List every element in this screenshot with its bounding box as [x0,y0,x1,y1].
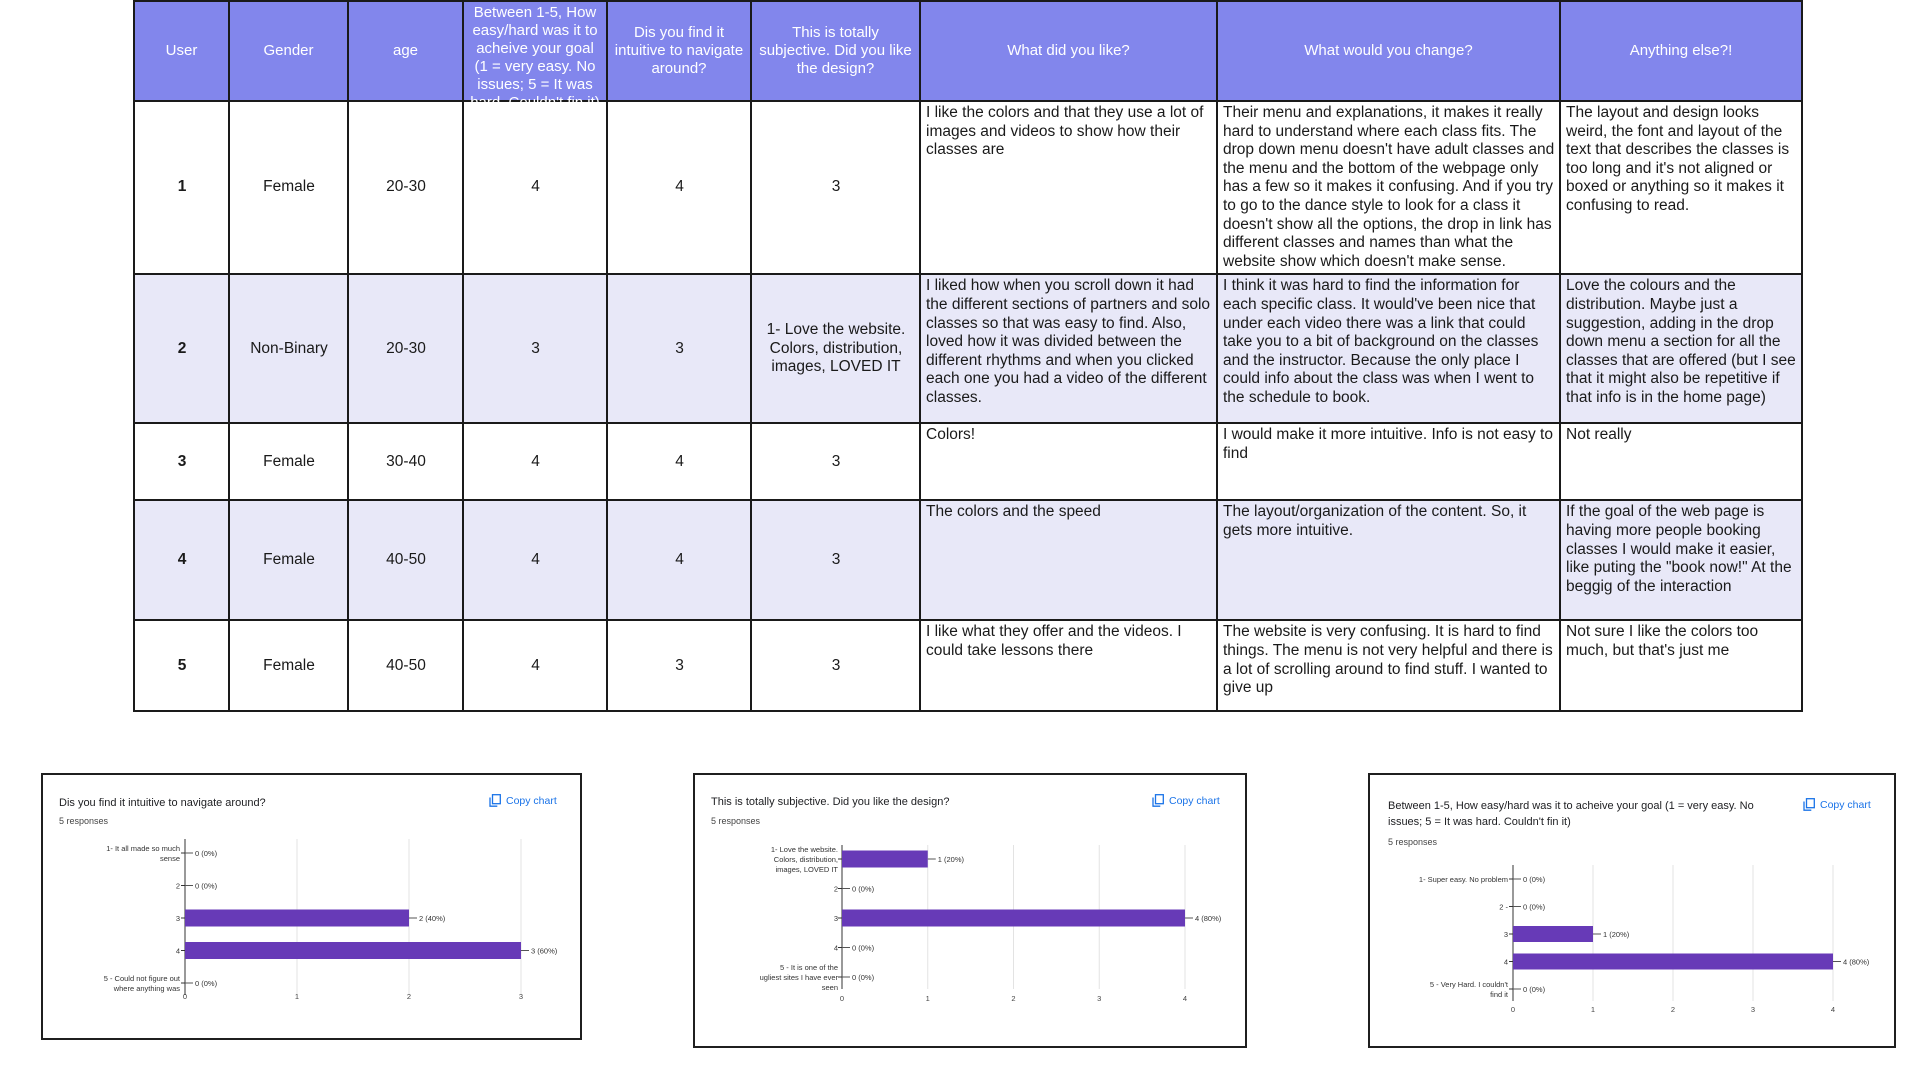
category-label: ugliest sites I have ever [759,973,838,982]
category-label: images, LOVED IT [775,865,838,874]
cell-change: Their menu and explanations, it makes it really hard to understand where each class fits. The drop down menu doesn't have adult classes and the menu and the bottom of the webpage only has a few so it makes it confusing. And if you try to go to the dance style to look for a class it doesn't show all the options, the drop in link has different classes and names than what the website show which doesn't make sense. [1217,101,1560,274]
table-row [134,423,1802,500]
cell-goal: 4 [463,423,607,500]
x-tick-label: 3 [1750,1005,1756,1014]
bar [1513,926,1593,942]
cell-liked: I liked how when you scroll down it had the different sections of partners and solo classes so that was easy to find. Also, loved how it was divided between the different rhythms and when you clicked each one you had a video of the different classes. [920,274,1217,423]
table-row [134,101,1802,274]
x-tick-label: 4 [1830,1005,1836,1014]
cell-goal: 4 [463,101,607,274]
chart-responses: 5 responses [1388,837,1438,847]
data-label: 0 (0%) [195,979,218,988]
header-intuitive: Dis you find it intuitive to navigate around? [607,1,751,101]
bar-chart-design [695,775,1249,1050]
category-label: 4 [833,943,838,953]
cell-change: I think it was hard to find the information for each specific class. It would've been nice that under each video there was a link that could take you to a bit of background on the classes and the instructor. Because the only place I could info about the class was when I went to the schedule to book. [1217,274,1560,423]
table-row [134,274,1802,423]
category-label: 1- Super easy. No problem [1418,875,1508,884]
cell-design: 3 [751,620,920,711]
cell-anything-else: Not really [1560,423,1802,500]
table-row [134,500,1802,620]
x-tick-label: 0 [182,992,188,1001]
cell-gender: Female [229,101,348,274]
cell-design: 3 [751,423,920,500]
data-label: 0 (0%) [1523,902,1546,912]
cell-intuitive: 3 [607,620,751,711]
data-label: 4 (80%) [1843,957,1870,967]
category-label: 1- Love the website. [770,845,838,854]
cell-change: The layout/organization of the content. So, it gets more intuitive. [1217,500,1560,620]
chart-title: Between 1-5, How easy/hard was it to acheive your goal (1 = very easy. No issues; 5 = It was hard. Couldn't fin it) [1388,800,1754,828]
header-liked: What did you like? [920,1,1217,101]
cell-goal: 4 [463,620,607,711]
header-design: This is totally subjective. Did you like the design? [751,1,920,101]
data-label: 0 (0%) [195,881,218,891]
bar-chart-intuitive [43,775,584,1042]
x-tick-label: 1 [1590,1005,1596,1014]
category-label: 5 - It is one of the [780,963,838,972]
cell-gender: Non-Binary [229,274,348,423]
data-label: 0 (0%) [1523,985,1546,994]
category-label: 3 [175,914,180,923]
cell-anything-else: Not sure I like the colors too much, but that's just me [1560,620,1802,711]
cell-user: 1 [134,101,229,274]
data-label: 1 (20%) [1603,930,1630,939]
cell-age: 20-30 [348,101,463,274]
category-label: 3 [833,914,838,923]
cell-age: 40-50 [348,500,463,620]
chart-responses: 5 responses [711,816,761,826]
x-tick-label: 2 [1011,994,1016,1003]
cell-user: 5 [134,620,229,711]
bar [185,910,409,927]
table-header-row [134,1,1802,101]
x-tick-label: 0 [1510,1005,1516,1014]
chart-card-intuitive [41,773,582,1040]
category-label: 3 [1503,930,1508,939]
category-label: find it [1490,990,1508,999]
cell-goal: 3 [463,274,607,423]
data-label: 0 (0%) [195,849,218,858]
header-age: age [348,1,463,101]
header-gender: Gender [229,1,348,101]
data-label: 2 (40%) [419,914,446,923]
chart-card-design [693,773,1247,1048]
bar [1513,954,1833,970]
cell-intuitive: 4 [607,101,751,274]
header-change: What would you change? [1217,1,1560,101]
header-goal-difficulty: Between 1-5, How easy/hard was it to acheive your goal (1 = very easy. No issues; 5 = It was hard. Couldn't fin it) [463,1,607,101]
cell-intuitive: 4 [607,500,751,620]
cell-user: 3 [134,423,229,500]
cell-age: 30-40 [348,423,463,500]
x-tick-label: 3 [1097,994,1102,1003]
x-tick-label: 2 [1670,1005,1676,1014]
cell-design: 1- Love the website. Colors, distribution, images, LOVED IT [751,274,920,423]
chart-title: This is totally subjective. Did you like the design? [711,796,950,808]
category-label: sense [159,854,180,863]
category-label: Colors, distribution, [773,855,838,864]
cell-user: 4 [134,500,229,620]
header-user: User [134,1,229,101]
x-tick-label: 2 [406,992,412,1001]
cell-change: The website is very confusing. It is hard to find things. The menu is not very helpful and there is a lot of scrolling around to find stuff. I wanted to give up [1217,620,1560,711]
data-label: 0 (0%) [852,973,875,982]
table-row [134,620,1802,711]
cell-design: 3 [751,500,920,620]
cell-gender: Female [229,500,348,620]
copy-chart-label: Copy chart [1169,794,1220,807]
data-label: 1 (20%) [937,855,965,864]
cell-user: 2 [134,274,229,423]
cell-liked: I like what they offer and the videos. I could take lessons there [920,620,1217,711]
bar-chart-goal [1370,775,1898,1050]
category-label: 4 [1503,957,1508,967]
category-label: where anything was [113,984,180,993]
bar [185,942,521,959]
cell-anything-else: Love the colours and the distribution. Maybe just a suggestion, adding in the drop down menu a section for all the classes that are offered (but I see that it might also be repetitive if that info is in the home page) [1560,274,1802,423]
cell-change: I would make it more intuitive. Info is not easy to find [1217,423,1560,500]
cell-gender: Female [229,423,348,500]
cell-intuitive: 3 [607,274,751,423]
cell-anything-else: If the goal of the web page is having more people booking classes I would make it easier, like puting the "book now!" At the beggig of the interaction [1560,500,1802,620]
survey-results-table [133,0,1803,712]
category-label: 2 [175,881,180,891]
cell-age: 40-50 [348,620,463,711]
bar [842,910,1185,927]
category-label: 4 [175,946,180,956]
data-label: 0 (0%) [1523,875,1546,884]
chart-card-goal [1368,773,1896,1048]
cell-goal: 4 [463,500,607,620]
x-tick-label: 1 [925,994,930,1003]
category-label: 1- It all made so much [106,844,180,853]
x-tick-label: 4 [1182,994,1188,1003]
category-label: 5 - Very Hard. I couldn't [1429,980,1508,989]
chart-title: Dis you find it intuitive to navigate around? [59,797,266,809]
category-label: seen [821,983,838,992]
header-anything-else: Anything else?! [1560,1,1802,101]
bar [842,851,928,868]
data-label: 0 (0%) [852,943,875,953]
data-label: 4 (80%) [1195,914,1222,923]
copy-chart-label: Copy chart [1820,798,1871,811]
chart-responses: 5 responses [59,816,109,826]
x-tick-label: 1 [294,992,300,1001]
x-tick-label: 3 [518,992,524,1001]
cell-intuitive: 4 [607,423,751,500]
cell-anything-else: The layout and design looks weird, the font and layout of the text that describes the classes is too long and it's not aligned or boxed or anything so it makes it confusing to read. [1560,101,1802,274]
category-label: 5 - Could not figure out [103,974,180,983]
category-label: 2 - [1499,902,1508,912]
x-tick-label: 0 [839,994,845,1003]
cell-liked: The colors and the speed [920,500,1217,620]
cell-age: 20-30 [348,274,463,423]
cell-liked: I like the colors and that they use a lot of images and videos to show how their classes are [920,101,1217,274]
cell-design: 3 [751,101,920,274]
data-label: 0 (0%) [852,884,875,894]
cell-liked: Colors! [920,423,1217,500]
copy-chart-label: Copy chart [506,794,557,807]
category-label: 2 [833,884,838,894]
data-label: 3 (60%) [531,946,558,956]
cell-gender: Female [229,620,348,711]
